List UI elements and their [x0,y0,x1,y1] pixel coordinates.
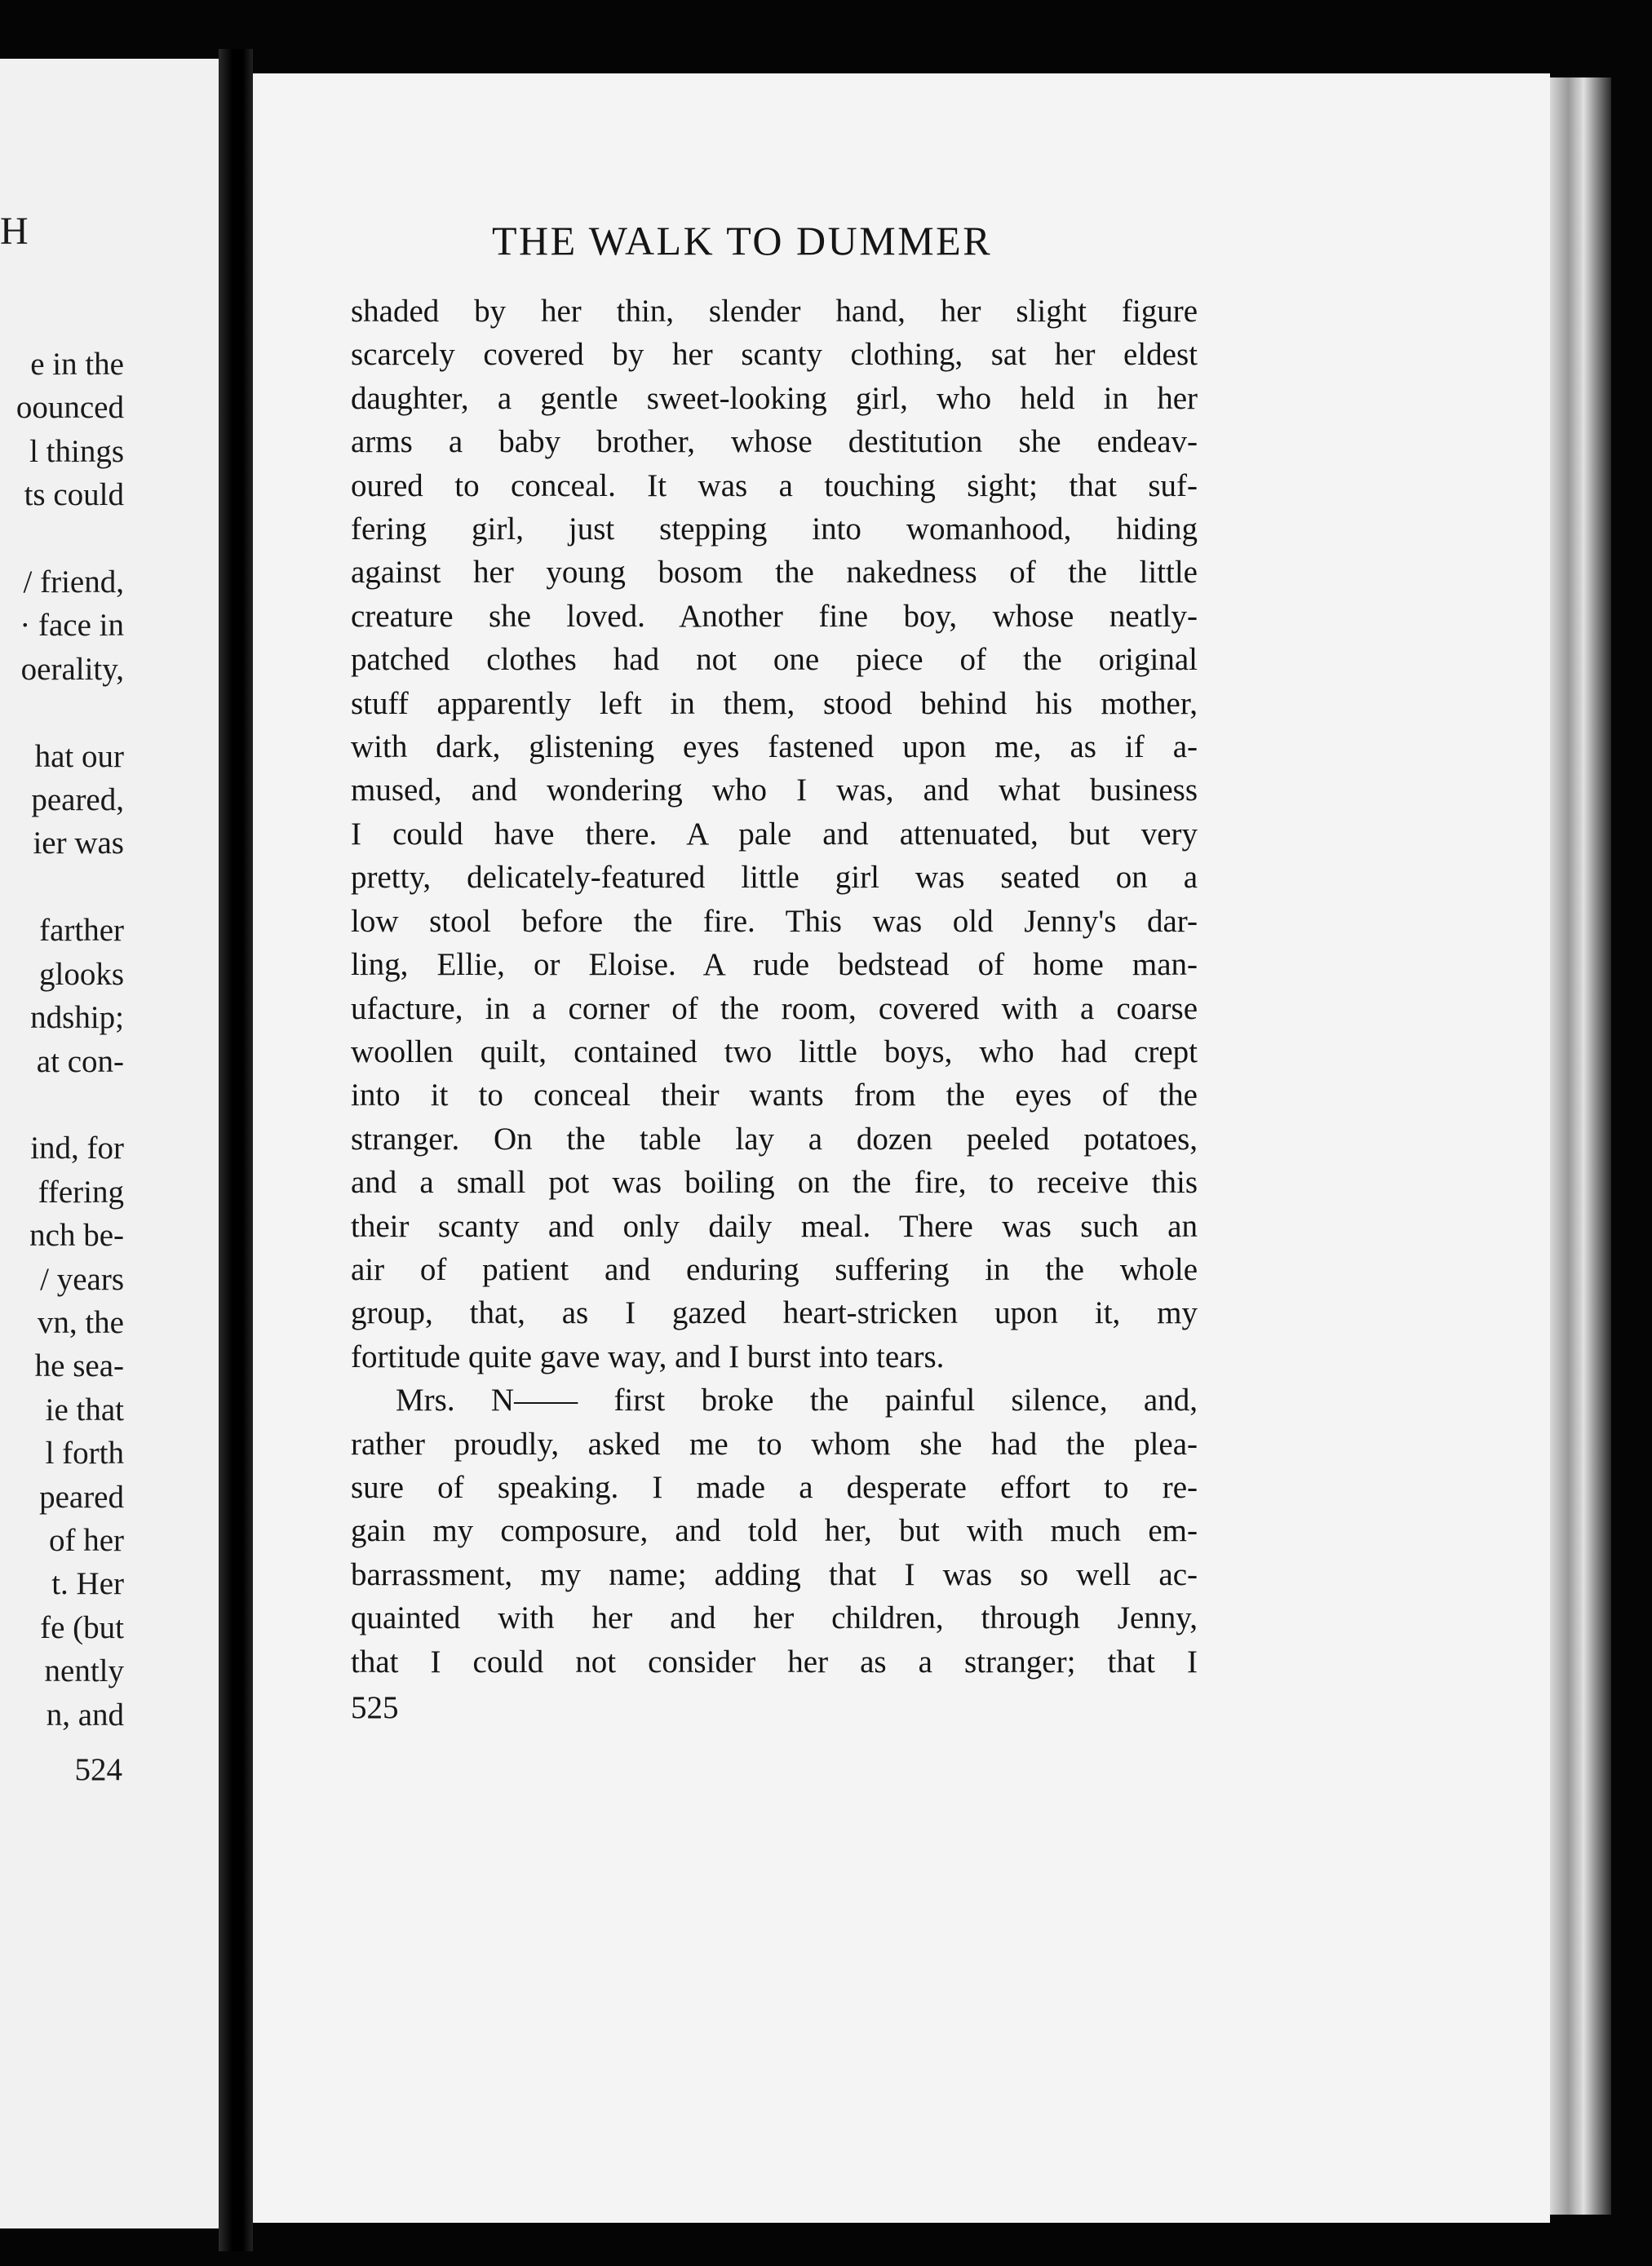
text-line: Mrs. N—— first broke the painful silence, and, [396,1383,1198,1418]
left-text-line: nently [44,1653,124,1689]
text-line: into it to conceal their wants from the eyes of the [351,1078,1198,1113]
text-line: creature she loved. Another fine boy, whose neatly- [351,598,1198,634]
left-text-line [16,691,124,734]
left-page [0,59,219,2228]
text-line: with dark, glistening eyes fastened upon me, as if a- [351,729,1198,765]
left-text-line: at con- [36,1043,124,1079]
left-text-line: l forth [45,1436,124,1472]
left-text-line: glooks [38,956,124,992]
text-line: pretty, delicately-featured little girl was seated on a [351,860,1198,896]
left-text-line: / years [40,1261,124,1297]
left-text-line: farther [39,913,124,949]
text-line: woollen quilt, contained two little boys, who had crept [351,1033,1198,1069]
left-text-line: of her [48,1522,124,1558]
text-line: fering girl, just stepping into womanhood, hiding [351,511,1198,547]
text-line: I could have there. A pale and attenuated, but very [351,816,1198,852]
text-line: quainted with her and her children, through Jenny, [351,1600,1198,1636]
text-line: against her young bosom the nakedness of the little [351,555,1198,591]
text-line: arms a baby brother, whose destitution she endeav- [351,424,1198,460]
text-line: sure of speaking. I made a desperate effort to re- [351,1469,1198,1505]
left-text-line: / friend, [23,564,124,600]
text-line: stranger. On the table lay a dozen peeled potatoes, [351,1121,1198,1157]
left-text-line: ie that [45,1392,124,1427]
left-text-line: e in the [30,347,124,382]
text-line: scarcely covered by her scanty clothing, sat her eldest [351,337,1198,373]
text-line: fortitude quite gave way, and I burst into tears. [351,1339,945,1374]
text-line: mused, and wondering who I was, and what business [351,772,1198,808]
left-text-line: ffering [38,1174,124,1210]
left-text-line [16,865,124,909]
right-page-number: 525 [351,1690,399,1725]
text-line: stuff apparently left in them, stood behind his mother, [351,685,1198,721]
text-line: ling, Ellie, or Eloise. A rude bedstead of home man- [351,947,1198,983]
text-line: ufacture, in a corner of the room, covered with a coarse [351,990,1198,1026]
left-text-line: fe (but [40,1609,124,1645]
left-text-line: ier was [33,825,124,861]
text-line: group, that, as I gazed heart-stricken upon it, my [351,1295,1198,1331]
left-text-line: hat our [34,738,124,774]
text-line: patched clothes had not one piece of the original [351,642,1198,678]
text-line: shaded by her thin, slender hand, her slight figure [351,294,1198,329]
text-line: their scanty and only daily meal. There was such an [351,1208,1198,1244]
left-text-line: he sea- [34,1348,124,1384]
left-text-line [16,1083,124,1126]
text-line: rather proudly, asked me to whom she had the plea- [351,1426,1198,1462]
left-text-line: oounced [16,390,124,426]
left-page-number: 524 [74,1752,122,1787]
left-text-line: ts could [24,477,124,513]
text-line: air of patient and enduring suffering in the whole [351,1251,1198,1287]
left-text-line: peared [39,1479,124,1515]
left-text-line: ndship; [30,1000,124,1036]
running-head: THE WALK TO DUMMER [492,218,993,263]
text-line: low stool before the fire. This was old Jenny's dar- [351,903,1198,939]
text-line: and a small pot was boiling on the fire, to receive this [351,1165,1198,1201]
page-edges [1550,77,1611,2215]
left-text-line: n, and [46,1697,124,1733]
left-running-head-fragment: H [0,210,30,253]
left-text-line: vn, the [37,1304,124,1340]
text-line: barrassment, my name; adding that I was so well ac- [351,1556,1198,1592]
left-text-line: l things [29,433,124,469]
left-text-line: t. Her [51,1566,124,1602]
book-gutter [219,49,253,2251]
text-line: that I could not consider her as a stranger; that I [351,1644,1198,1680]
left-text-line: nch be- [29,1218,124,1254]
left-text-line: peared, [31,782,124,818]
right-page-text [351,290,1198,1684]
left-text-line: oerality, [20,651,124,687]
left-text-line: ind, for [30,1131,124,1166]
text-line: gain my composure, and told her, but with much em- [351,1513,1198,1549]
text-line: daughter, a gentle sweet-looking girl, who held in her [351,380,1198,416]
text-line: oured to conceal. It was a touching sight; that suf- [351,467,1198,503]
left-page-text [16,343,124,1737]
left-text-line [16,517,124,560]
left-text-line: · face in [20,608,124,644]
